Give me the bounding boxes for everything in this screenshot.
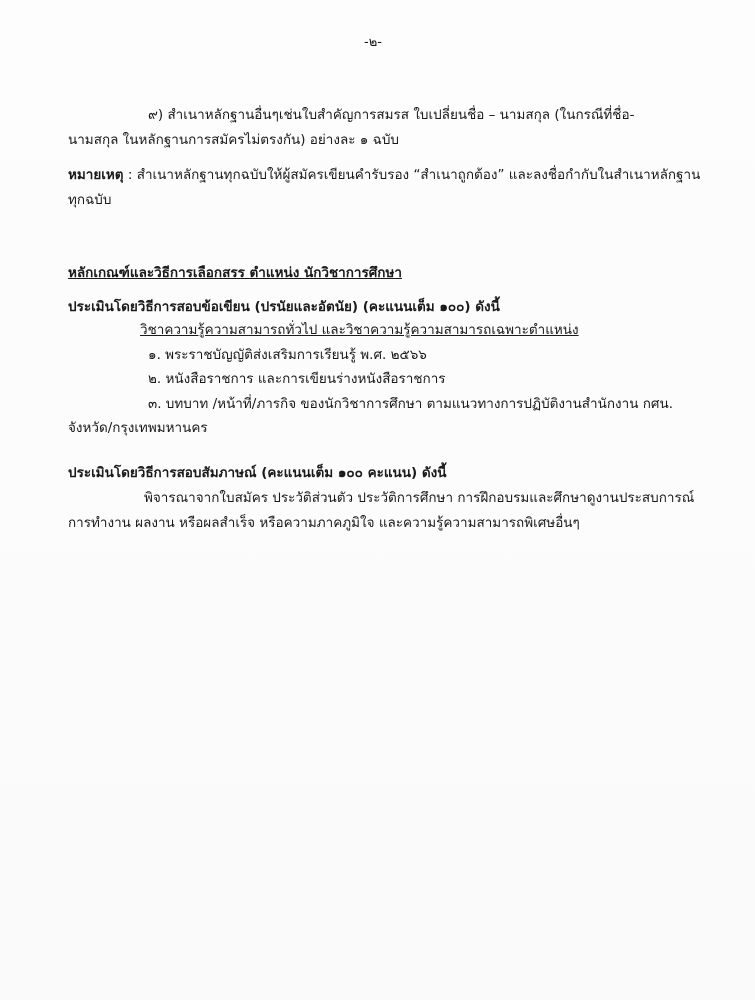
- note-label: หมายเหตุ: [68, 167, 124, 183]
- interview-line-1: พิจารณาจากใบสมัคร ประวัติส่วนตัว ประวัติการศึกษา การฝึกอบรมและศึกษาดูงานประสบการณ์: [144, 490, 695, 506]
- item-9-line-2: นามสกุล ในหลักฐานการสมัครไม่ตรงกัน) อย่างละ ๑ ฉบับ: [68, 132, 399, 148]
- note-text: : สำเนาหลักฐานทุกฉบับให้ผู้สมัครเขียนคำรับรอง “สำเนาถูกต้อง” และลงชื่อกำกับในสำเนาหลักฐาน: [123, 167, 701, 183]
- written-exam-subheading: วิชาความรู้ความสามารถทั่วไป และวิชาความรู้ความสามารถเฉพาะตำแหน่ง: [140, 322, 579, 338]
- written-exam-item-3: ๓. บทบาท /หน้าที่/ภารกิจ ของนักวิชาการศึกษา ตามแนวทางการปฏิบัติงานสำนักงาน กศน.: [148, 396, 673, 412]
- interview-heading: ประเมินโดยวิธีการสอบสัมภาษณ์ (คะแนนเต็ม ๑๐๐ คะแนน) ดังนี้: [68, 465, 447, 481]
- written-exam-item-3-cont: จังหวัด/กรุงเทพมหานคร: [68, 420, 208, 436]
- written-exam-item-1: ๑. พระราชบัญญัติส่งเสริมการเรียนรู้ พ.ศ. ๒๕๖๖: [148, 347, 427, 363]
- written-exam-heading: ประเมินโดยวิธีการสอบข้อเขียน (ปรนัยและอัตนัย) (คะแนนเต็ม ๑๐๐) ดังนี้: [68, 299, 500, 315]
- note-line-1: [68, 166, 700, 184]
- note-line-2: ทุกฉบับ: [68, 192, 112, 208]
- criteria-heading: หลักเกณฑ์และวิธีการเลือกสรร ตำแหน่ง นักวิชาการศึกษา: [68, 265, 402, 281]
- item-9-line-1: ๙) สำเนาหลักฐานอื่นๆเช่นใบสำคัญการสมรส ใบเปลี่ยนชื่อ – นามสกุล (ในกรณีที่ชื่อ-: [148, 107, 635, 123]
- interview-line-2: การทำงาน ผลงาน หรือผลสำเร็จ หรือความภาคภูมิใจ และความรู้ความสามารถพิเศษอื่นๆ: [68, 515, 580, 531]
- page-number: -๒-: [364, 35, 382, 50]
- written-exam-item-2: ๒. หนังสือราชการ และการเขียนร่างหนังสือราชการ: [148, 371, 446, 387]
